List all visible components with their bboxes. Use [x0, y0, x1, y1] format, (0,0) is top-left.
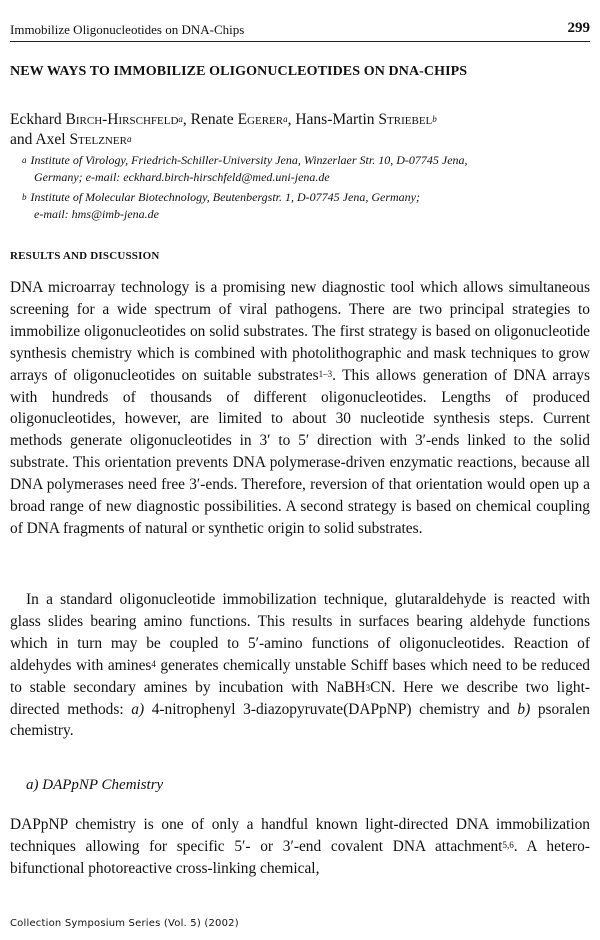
- author-first-name: Axel: [35, 131, 66, 148]
- paragraph-text: 4-nitrophenyl 3-diazopyruvate(DAPpNP) chemistry and: [144, 700, 518, 718]
- author-affil-mark: a: [126, 134, 132, 144]
- author-separator: ,: [182, 111, 187, 128]
- author-first-name: Eckhard: [10, 111, 62, 128]
- paragraph-text: In a standard oligonucleotide immobilization technique, glutaraldehyde is reacted with glass slides bearing amino functions. This results in surfaces bearing aldehyde functions which in turn may be coupled to 5′-amino functions of oligonucleotides. Reaction of aldehydes with amines: [10, 591, 590, 674]
- reference-mark: 5,6: [502, 839, 514, 850]
- paragraph-2: [10, 589, 590, 742]
- footer-series: Collection Symposium Series (Vol. 5) (2002): [10, 918, 239, 929]
- reference-mark: 4: [151, 658, 156, 669]
- affiliation-mark: a: [22, 155, 27, 165]
- author-last-name: Stelzner: [69, 131, 127, 148]
- author-last-name: Birch-Hirschfeld: [65, 111, 179, 128]
- author-first-name: Renate: [190, 111, 234, 128]
- subscript: 3: [365, 682, 371, 693]
- paragraph-text: . This allows generation of DNA arrays with hundreds of thousands of different oligonucleotides. Lengths of produced oligonucleotides, however, are limited to about 30 nucleotide synthesis steps. Current methods generate oligonucleotides in 3′ to 5′ direction with 3′-ends linked to the solid substrate. This orientation prevents DNA polymerase-driven enzymatic reactions, because all DNA polymerases need free 3′-ends. Therefore, reversion of that orientation would open up a broad range of new diagnostic possibilities. A second strategy is based on chemical coupling of DNA fragments of natural or synthetic origin to solid substrates.: [10, 366, 590, 537]
- paragraph-3: [10, 814, 590, 880]
- running-header: [10, 20, 590, 40]
- subsection-heading: a) DAPpNP Chemistry: [26, 777, 164, 793]
- header-rule: [10, 41, 590, 42]
- paragraph-1: [10, 277, 590, 540]
- paragraph-text: CN. Here we describe two light-directed methods:: [10, 678, 590, 718]
- author-affil-mark: a: [283, 114, 288, 124]
- reference-mark: 1–3: [318, 368, 333, 379]
- paragraph-text: psoralen chemistry.: [10, 700, 590, 740]
- page-number: 299: [567, 20, 590, 36]
- list-marker: b): [517, 700, 531, 718]
- author-last-name: Striebel: [378, 111, 433, 128]
- section-heading: RESULTS AND DISCUSSION: [10, 250, 160, 262]
- affiliation-line: Institute of Molecular Biotechnology, Beutenbergstr. 1, D-07745 Jena, Germany;: [30, 190, 420, 204]
- paragraph-text: . A hetero-bifunctional photoreactive cross-linking chemical,: [10, 837, 590, 877]
- author-list: [10, 110, 590, 150]
- running-title: Immobilize Oligonucleotides on DNA-Chips: [10, 22, 245, 37]
- affiliation-a: [22, 152, 582, 186]
- author-first-name: Hans-Martin: [295, 111, 375, 128]
- paragraph-text: generates chemically unstable Schiff bases which need to be reduced to stable secondary amines by incubation with NaBH: [10, 656, 590, 696]
- affiliation-line: e-mail: hms@imb-jena.de: [34, 207, 160, 221]
- list-marker: a): [131, 700, 145, 718]
- article-title: NEW WAYS TO IMMOBILIZE OLIGONUCLEOTIDES ON DNA-CHIPS: [10, 64, 468, 79]
- affiliation-line: Germany; e-mail: eckhard.birch-hirschfeld@med.uni-jena.de: [34, 170, 330, 184]
- affiliation-line: Institute of Virology, Friedrich-Schiller-University Jena, Winzerlaer Str. 10, D-07745 Jena,: [30, 153, 468, 167]
- paragraph-text: DAPpNP chemistry is one of only a handful known light-directed DNA immobilization techniques allowing for specific 5′- or 3′-end covalent DNA attachment: [10, 816, 590, 855]
- author-affil-mark: b: [432, 114, 437, 124]
- author-last-name: Egerer: [237, 111, 284, 128]
- paragraph-text: DNA microarray technology is a promising new diagnostic tool which allows simultaneous screening for a wide spectrum of viral pathogens. There are two principal strategies to immobilize oligonucleotides on solid substrates. The first strategy is based on oligonucleotide synthesis chemistry which is combined with photolithographic and mask techniques to grow arrays of oligonucleotides on suitable substrates: [10, 279, 590, 384]
- author-affil-mark: a: [178, 114, 183, 124]
- author-separator: ,: [287, 111, 292, 128]
- author-and: and: [10, 131, 33, 148]
- affiliation-b: [22, 189, 582, 223]
- affiliation-mark: b: [22, 192, 27, 202]
